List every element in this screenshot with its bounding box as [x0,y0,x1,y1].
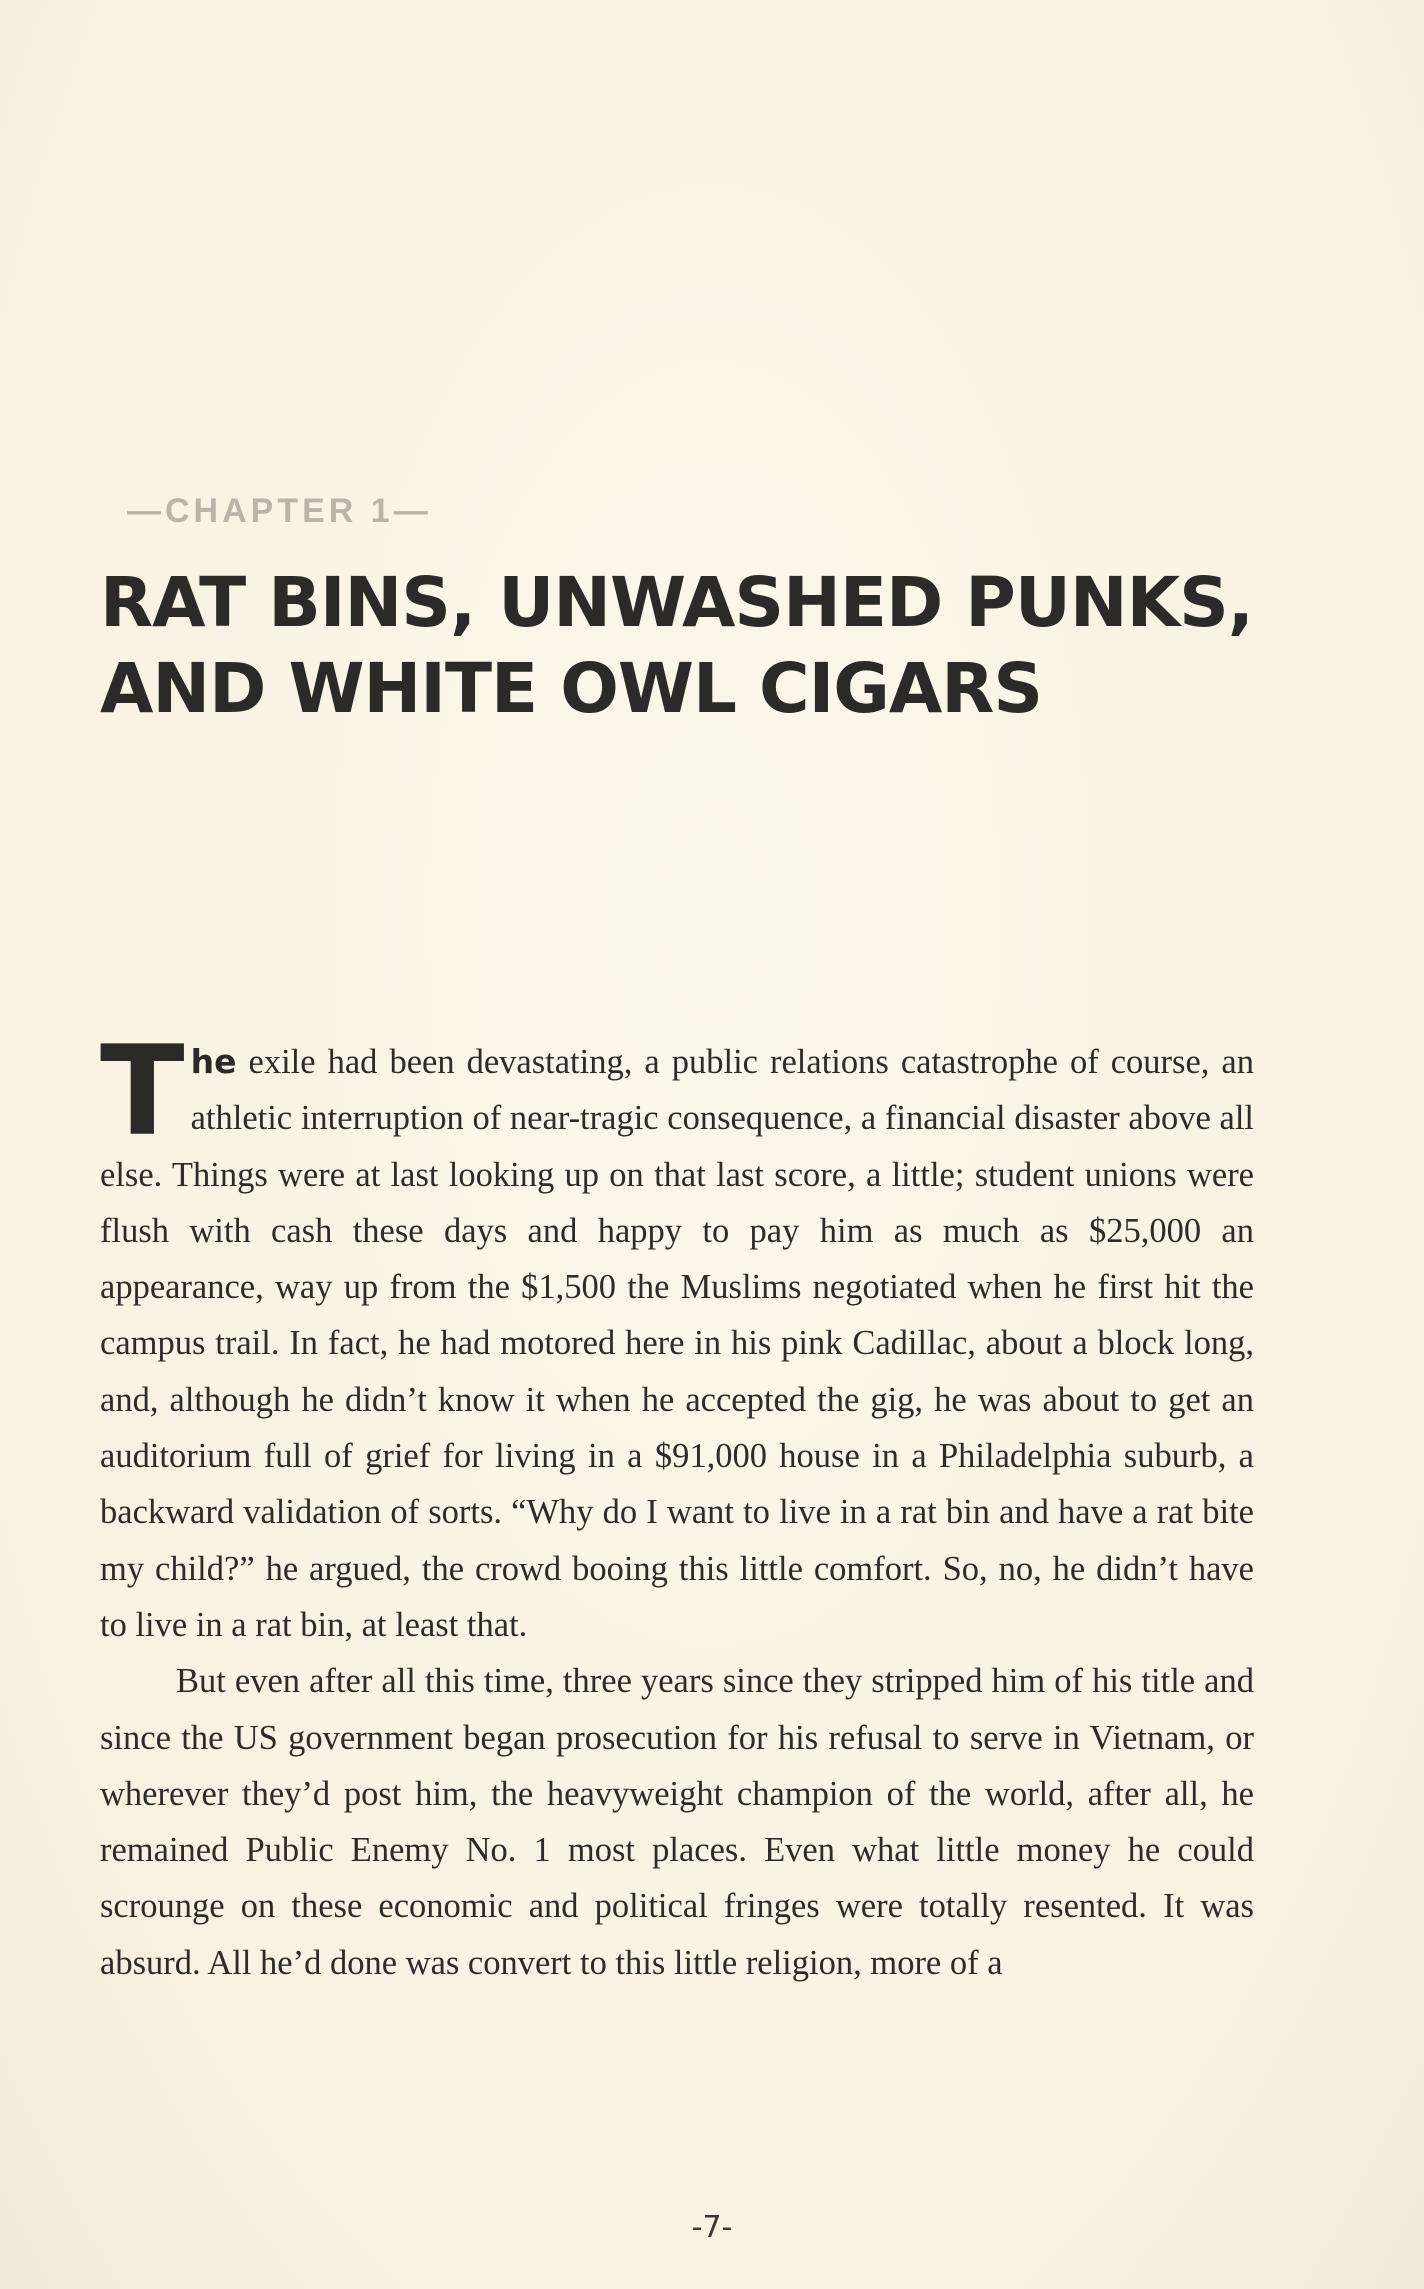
chapter-title-line-2: AND WHITE OWL CIGARS [100,649,1043,729]
paragraph-1-text: exile had been devastating, a public relations catastrophe of course, an athletic interruption of near-tragic consequence, a financial disaster above all else. Things were at last looking up on that last score, a little; student unions were flush with cash these days and happy to pay him as much as $25,000 an appearance, way up from the $1,500 the Muslims negotiated when he first hit the campus trail. In fact, he had motored here in his pink Cadillac, about a block long, and, although he didn’t know it when he accepted the gig, he was about to get an auditorium full of grief for living in a $91,000 house in a Philadelphia suburb, a backward validation of sorts. “Why do I want to live in a rat bin and have a rat bite my child?” he argued, the crowd booing this little comfort. So, no, he didn’t have to live in a rat bin, at least that. [100,1043,1254,1644]
drop-cap: T [100,1020,185,1164]
chapter-title [100,560,1320,732]
paragraph-1 [100,1020,1254,1653]
page-number: -7- [691,2210,733,2245]
chapter-title-line-1: RAT BINS, UNWASHED PUNKS, [100,563,1253,643]
lead-in-text: he [190,1042,237,1081]
paragraph-2-text: But even after all this time, three years since they stripped him of his title and since the US government began prosecution for his refusal to serve in Vietnam, or wherever they’d post him, the heavyweight champion of the world, after all, he remained Public Enemy No. 1 most places. Even what little money he could scrounge on these economic and political fringes were totally resented. It was absurd. All he’d done was convert to this little religion, more of a [100,1662,1254,1982]
body-text [100,1020,1254,1991]
paragraph-2 [100,1653,1254,1991]
chapter-label: —CHAPTER 1— [127,492,432,530]
